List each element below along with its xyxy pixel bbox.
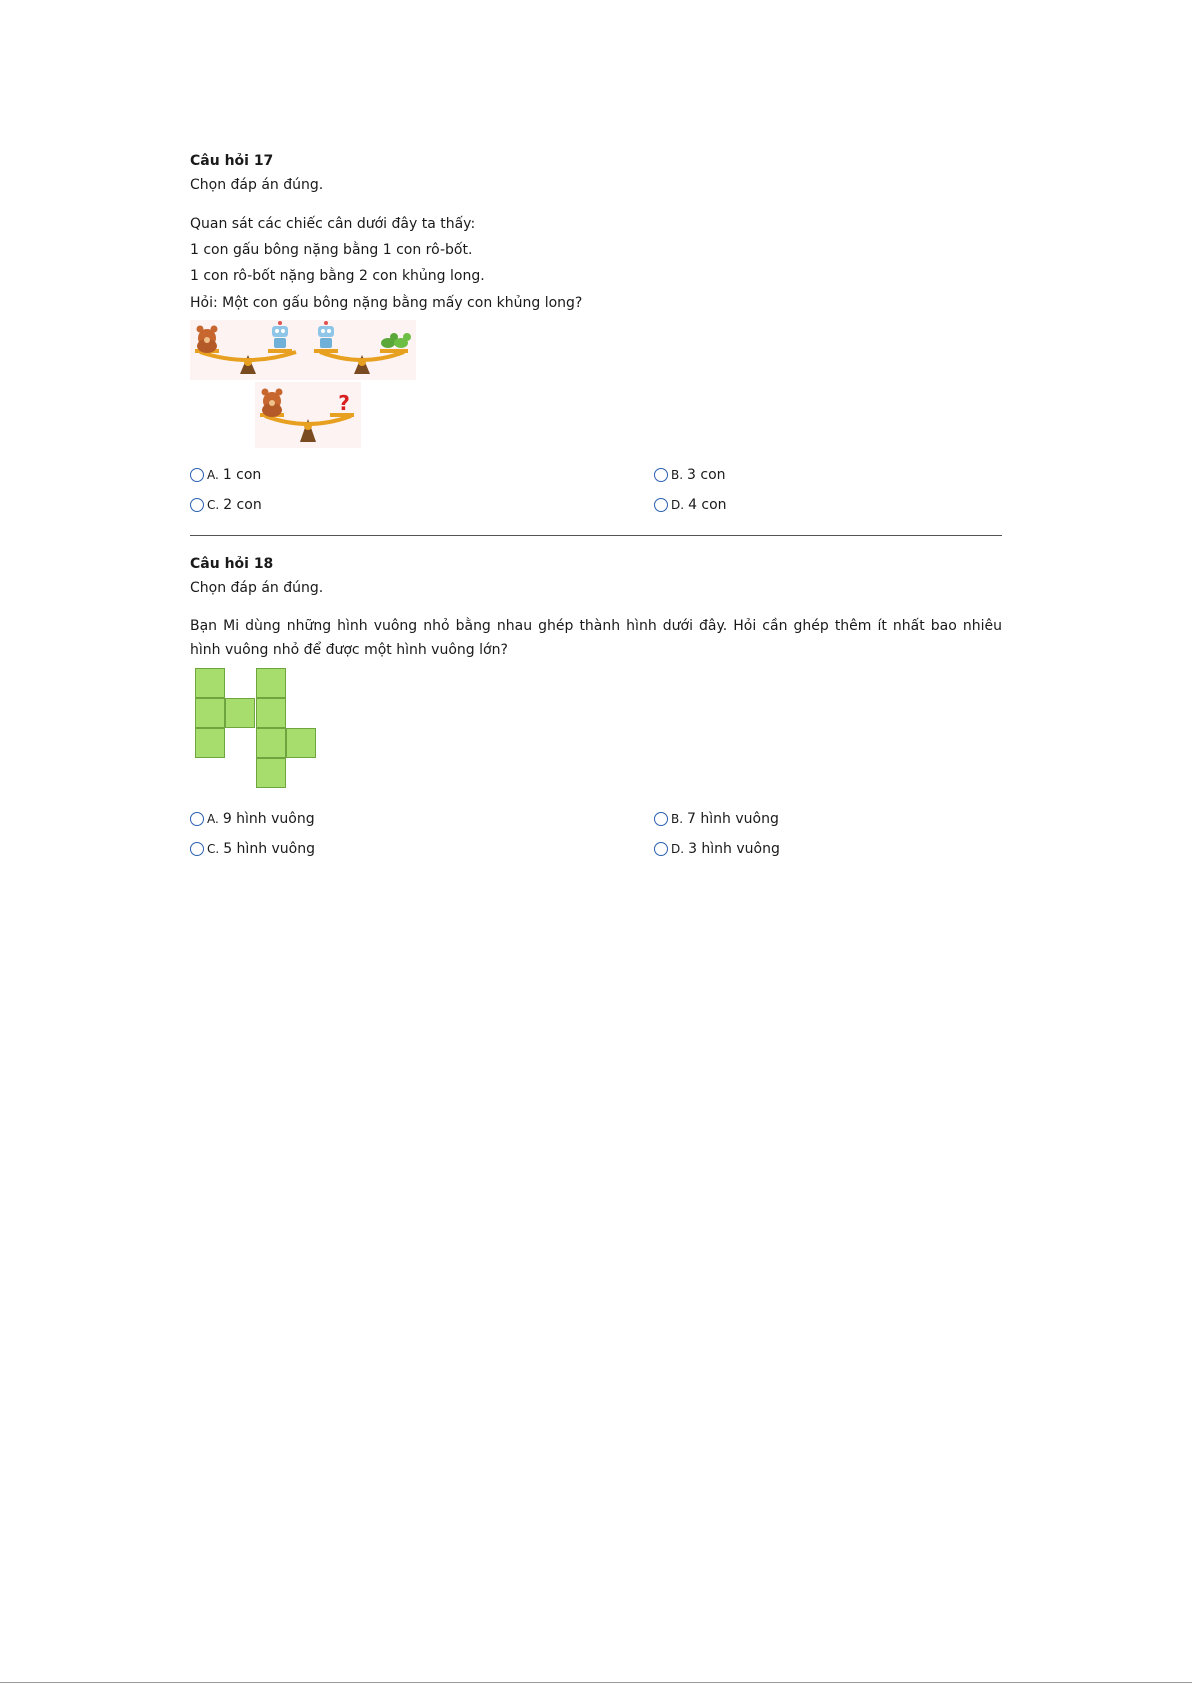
radio-icon[interactable]	[190, 842, 204, 856]
grid-square	[195, 728, 225, 758]
grid-square	[256, 668, 286, 698]
grid-square	[256, 758, 286, 788]
q18-option-c[interactable]: C. 5 hình vuông	[190, 840, 315, 858]
page-bottom-edge	[0, 1682, 1192, 1683]
teddy-bear-icon	[197, 326, 218, 354]
q17-option-a[interactable]: A. 1 con	[190, 466, 261, 484]
q17-instruction: Chọn đáp án đúng.	[190, 177, 324, 193]
radio-icon[interactable]	[190, 812, 204, 826]
radio-icon[interactable]	[190, 498, 204, 512]
radio-icon[interactable]	[654, 842, 668, 856]
q18-option-d[interactable]: D. 3 hình vuông	[654, 840, 780, 858]
grid-square	[225, 698, 255, 728]
q18-question: Bạn Mi dùng những hình vuông nhỏ bằng nhau ghép thành hình dưới đây. Hỏi cần ghép thêm ít nhất bao nhiêu hình vuông nhỏ để được một hình vuông lớn?	[190, 618, 1002, 658]
q18-instruction: Chọn đáp án đúng.	[190, 580, 324, 596]
q17-line-3: 1 con rô-bốt nặng bằng 2 con khủng long.	[190, 268, 485, 284]
question-divider	[190, 535, 1002, 536]
q17-option-d[interactable]: D. 4 con	[654, 496, 727, 514]
q17-option-b[interactable]: B. 3 con	[654, 466, 726, 484]
teddy-bear-icon	[262, 389, 283, 418]
q17-line-1: Quan sát các chiếc cân dưới đây ta thấy:	[190, 216, 476, 232]
scale-bear-question	[255, 382, 361, 448]
q17-title: Câu hỏi 17	[190, 153, 274, 169]
grid-square	[195, 698, 225, 728]
scale-robot-dinosaurs	[312, 320, 416, 380]
radio-icon[interactable]	[654, 812, 668, 826]
grid-square	[195, 668, 225, 698]
radio-icon[interactable]	[190, 468, 204, 482]
q17-option-c[interactable]: C. 2 con	[190, 496, 262, 514]
radio-icon[interactable]	[654, 468, 668, 482]
q17-line-4: Hỏi: Một con gấu bông nặng bằng mấy con khủng long?	[190, 295, 583, 311]
radio-icon[interactable]	[654, 498, 668, 512]
q18-title: Câu hỏi 18	[190, 556, 274, 572]
grid-square	[256, 698, 286, 728]
grid-square	[256, 728, 286, 758]
q18-option-b[interactable]: B. 7 hình vuông	[654, 810, 779, 828]
q18-option-a[interactable]: A. 9 hình vuông	[190, 810, 315, 828]
q17-line-2: 1 con gấu bông nặng bằng 1 con rô-bốt.	[190, 242, 473, 258]
question-mark: ?	[338, 391, 350, 415]
grid-square	[286, 728, 316, 758]
scale-bear-robot	[190, 320, 312, 380]
balance-scales-illustration	[190, 318, 430, 450]
